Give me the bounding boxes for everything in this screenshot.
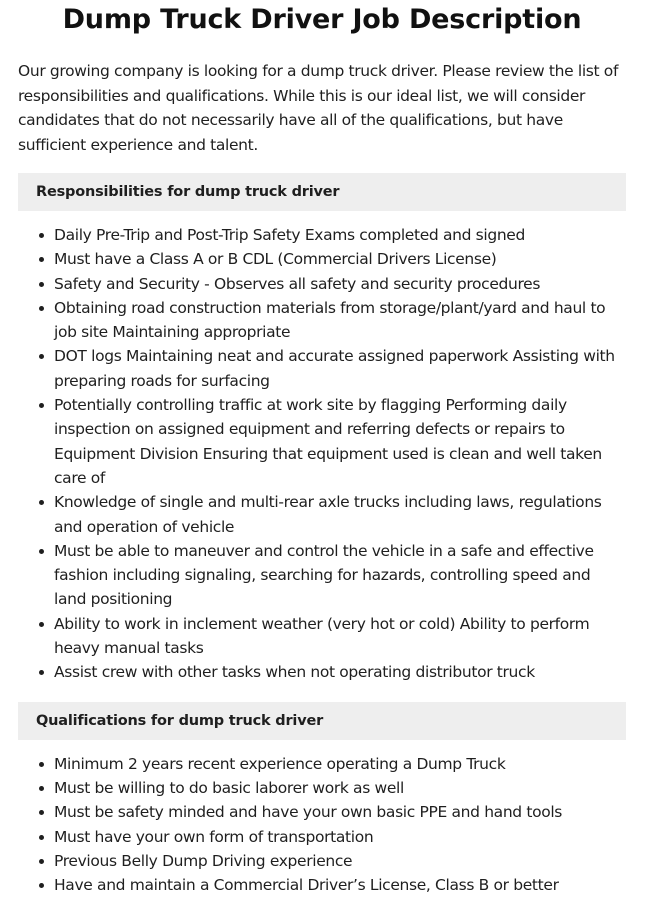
list-item: Must have your own form of transportation <box>54 825 626 849</box>
list-item: Safety and Security - Observes all safety and security procedures <box>54 272 626 296</box>
list-item: Daily Pre-Trip and Post-Trip Safety Exams completed and signed <box>54 223 626 247</box>
page-title: Dump Truck Driver Job Description <box>62 4 582 35</box>
responsibilities-heading: Responsibilities for dump truck driver <box>18 173 626 211</box>
responsibilities-list <box>18 223 626 685</box>
list-item: Must have a Class A or B CDL (Commercial Drivers License) <box>54 247 626 271</box>
list-item: Must be able to maneuver and control the vehicle in a safe and effective fashion including signaling, searching for hazards, controlling speed and land positioning <box>54 539 626 612</box>
list-item: Obtaining road construction materials from storage/plant/yard and haul to job site Maintaining appropriate <box>54 296 626 345</box>
intro-paragraph: Our growing company is looking for a dump truck driver. Please review the list of responsibilities and qualifications. While this is our ideal list, we will consider candidates that do not necessarily have all of the qualifications, but have sufficient experience and talent. <box>18 62 619 154</box>
list-item: Must be willing to do basic laborer work as well <box>54 776 626 800</box>
list-item: DOT logs Maintaining neat and accurate assigned paperwork Assisting with preparing roads for surfacing <box>54 344 626 393</box>
qualifications-heading: Qualifications for dump truck driver <box>18 702 626 740</box>
list-item: Have and maintain a Commercial Driver’s License, Class B or better <box>54 873 626 897</box>
qualifications-list <box>18 752 626 898</box>
list-item: Must be safety minded and have your own basic PPE and hand tools <box>54 800 626 824</box>
list-item: Minimum 2 years recent experience operating a Dump Truck <box>54 752 626 776</box>
list-item: Ability to work in inclement weather (very hot or cold) Ability to perform heavy manual tasks <box>54 612 626 661</box>
list-item: Knowledge of single and multi-rear axle trucks including laws, regulations and operation of vehicle <box>54 490 626 539</box>
list-item: Previous Belly Dump Driving experience <box>54 849 626 873</box>
list-item: Assist crew with other tasks when not operating distributor truck <box>54 660 626 684</box>
list-item: Potentially controlling traffic at work site by flagging Performing daily inspection on assigned equipment and referring defects or repairs to Equipment Division Ensuring that equipment used is clean and well taken care of <box>54 393 626 490</box>
